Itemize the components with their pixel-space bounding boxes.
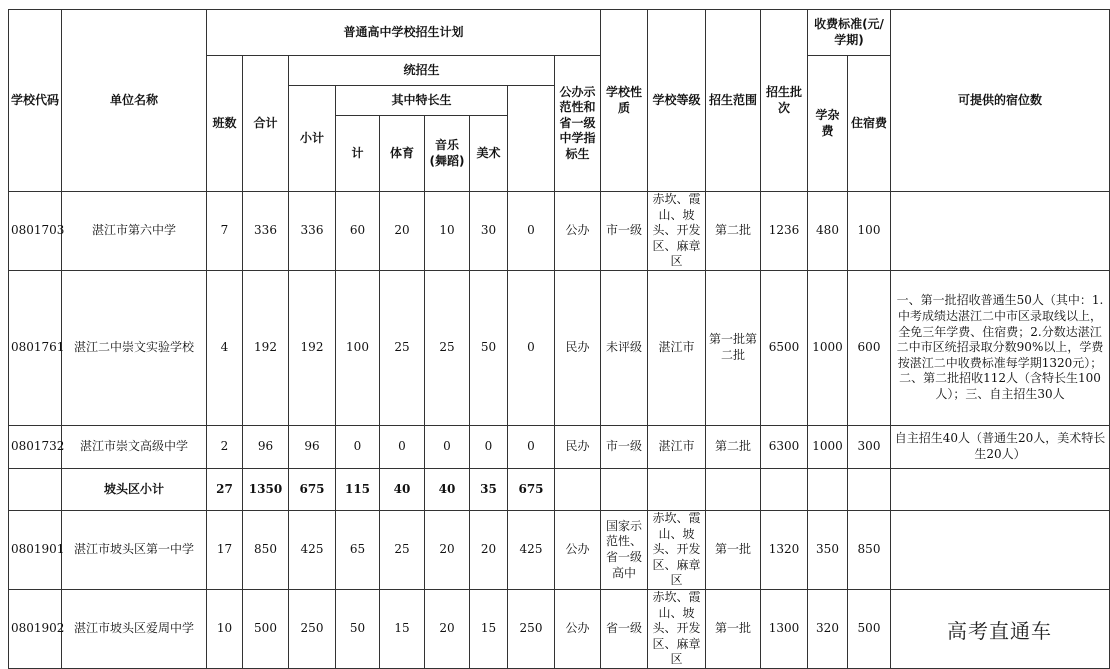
cell-level: 省一级	[601, 589, 648, 668]
cell-classes: 4	[207, 270, 243, 425]
cell-sports: 15	[380, 589, 425, 668]
cell-music: 25	[425, 270, 470, 425]
subtotal-label: 坡头区小计	[62, 468, 207, 510]
cell-subtotal: 96	[289, 425, 336, 468]
cell-classes: 2	[207, 425, 243, 468]
cell-total: 192	[243, 270, 289, 425]
cell-dorm	[808, 468, 848, 510]
cell-name: 湛江市坡头区第一中学	[62, 510, 207, 589]
table-row	[9, 270, 1110, 425]
cell-nature: 公办	[555, 192, 601, 271]
cell-scope: 赤坎、霞山、坡头、开发区、麻章区	[648, 510, 706, 589]
table-row	[9, 192, 1110, 271]
table-row	[9, 425, 1110, 468]
cell-music: 20	[425, 510, 470, 589]
cell-art: 15	[470, 589, 508, 668]
cell-batch	[706, 468, 761, 510]
header-enroll-scope: 招生范围	[706, 10, 761, 192]
cell-classes: 7	[207, 192, 243, 271]
header-specialty-group: 其中特长生	[336, 86, 508, 116]
cell-name: 湛江二中崇文实验学校	[62, 270, 207, 425]
cell-quota: 0	[508, 192, 555, 271]
cell-level: 未评级	[601, 270, 648, 425]
cell-beds: 850	[848, 510, 891, 589]
cell-art: 0	[470, 425, 508, 468]
cell-subtotal: 425	[289, 510, 336, 589]
cell-level: 市一级	[601, 192, 648, 271]
cell-name: 湛江市第六中学	[62, 192, 207, 271]
cell-batch: 第二批	[706, 425, 761, 468]
cell-scope: 赤坎、霞山、坡头、开发区、麻章区	[648, 589, 706, 668]
header-music: 音乐(舞蹈)	[425, 116, 470, 192]
header-art: 美术	[470, 116, 508, 192]
cell-code: 0801703	[9, 192, 62, 271]
header-sports: 体育	[380, 116, 425, 192]
cell-batch: 第一批	[706, 510, 761, 589]
header-classes: 班数	[207, 56, 243, 192]
cell-nature: 民办	[555, 270, 601, 425]
table-row	[9, 510, 1110, 589]
cell-total: 336	[243, 192, 289, 271]
cell-code	[9, 468, 62, 510]
cell-scope: 赤坎、霞山、坡头、开发区、麻章区	[648, 192, 706, 271]
cell-total: 1350	[243, 468, 289, 510]
cell-level: 国家示范性、省一级高中	[601, 510, 648, 589]
cell-code: 0801732	[9, 425, 62, 468]
header-tuition: 学杂费	[808, 56, 848, 192]
cell-scope: 湛江市	[648, 425, 706, 468]
cell-beds: 100	[848, 192, 891, 271]
cell-art: 20	[470, 510, 508, 589]
header-school-nature: 学校性质	[601, 10, 648, 192]
header-school-level: 学校等级	[648, 10, 706, 192]
cell-dorm: 320	[808, 589, 848, 668]
subtotal-row	[9, 468, 1110, 510]
cell-sports: 40	[380, 468, 425, 510]
cell-beds: 500	[848, 589, 891, 668]
cell-quota: 425	[508, 510, 555, 589]
cell-specialty: 65	[336, 510, 380, 589]
cell-dorm: 350	[808, 510, 848, 589]
cell-code: 0801901	[9, 510, 62, 589]
cell-code: 0801761	[9, 270, 62, 425]
cell-specialty: 0	[336, 425, 380, 468]
cell-batch: 第一批	[706, 589, 761, 668]
cell-art: 35	[470, 468, 508, 510]
header-total: 合计	[243, 56, 289, 192]
cell-batch: 第一批第二批	[706, 270, 761, 425]
header-beds: 可提供的宿位数	[891, 10, 1110, 192]
cell-total: 500	[243, 589, 289, 668]
cell-quota: 0	[508, 270, 555, 425]
cell-tuition: 1320	[761, 510, 808, 589]
cell-nature: 公办	[555, 510, 601, 589]
cell-sports: 20	[380, 192, 425, 271]
header-unit-name: 单位名称	[62, 10, 207, 192]
cell-sports: 0	[380, 425, 425, 468]
cell-art: 30	[470, 192, 508, 271]
header-enroll-batch: 招生批次	[761, 10, 808, 192]
cell-name: 湛江市坡头区爱周中学	[62, 589, 207, 668]
cell-classes: 17	[207, 510, 243, 589]
cell-beds: 600	[848, 270, 891, 425]
cell-subtotal: 192	[289, 270, 336, 425]
cell-beds	[848, 468, 891, 510]
cell-scope	[648, 468, 706, 510]
cell-batch: 第二批	[706, 192, 761, 271]
cell-nature	[555, 468, 601, 510]
cell-specialty: 50	[336, 589, 380, 668]
cell-total: 96	[243, 425, 289, 468]
cell-music: 20	[425, 589, 470, 668]
cell-subtotal: 250	[289, 589, 336, 668]
header-plan-group: 普通高中学校招生计划	[207, 10, 601, 56]
cell-name: 湛江市崇文高级中学	[62, 425, 207, 468]
cell-dorm: 1000	[808, 425, 848, 468]
header-unified: 统招生	[289, 56, 555, 86]
cell-classes: 27	[207, 468, 243, 510]
cell-specialty: 115	[336, 468, 380, 510]
cell-tuition: 6300	[761, 425, 808, 468]
cell-sports: 25	[380, 510, 425, 589]
cell-music: 0	[425, 425, 470, 468]
cell-note	[891, 468, 1110, 510]
cell-quota: 675	[508, 468, 555, 510]
cell-specialty: 60	[336, 192, 380, 271]
cell-classes: 10	[207, 589, 243, 668]
cell-note: 自主招生40人（普通生20人，美术特长生20人）	[891, 425, 1110, 468]
cell-level	[601, 468, 648, 510]
cell-music: 10	[425, 192, 470, 271]
cell-tuition	[761, 468, 808, 510]
cell-scope: 湛江市	[648, 270, 706, 425]
cell-tuition: 1236	[761, 192, 808, 271]
cell-note	[891, 192, 1110, 271]
cell-note	[891, 510, 1110, 589]
cell-note: 一、第一批招收普通生50人（其中：1.中考成绩达湛江二中市区录取线以上，全免三年学费、住宿费；2.分数达湛江二中市区统招录取分数90%以上，学费按湛江二中收费标准每学期1320元）；二、第二批招收112人（含特长生100人）；三、自主招生30人	[891, 270, 1110, 425]
header-public-quota: 公办示范性和省一级中学指标生	[555, 56, 601, 192]
cell-specialty: 100	[336, 270, 380, 425]
enrollment-plan-table	[8, 9, 1110, 669]
cell-quota: 250	[508, 589, 555, 668]
cell-nature: 民办	[555, 425, 601, 468]
cell-tuition: 1300	[761, 589, 808, 668]
cell-nature: 公办	[555, 589, 601, 668]
header-dorm-fee: 住宿费	[848, 56, 891, 192]
watermark: 高考直通车	[945, 615, 1054, 644]
cell-total: 850	[243, 510, 289, 589]
cell-tuition: 6500	[761, 270, 808, 425]
cell-beds: 300	[848, 425, 891, 468]
cell-subtotal: 675	[289, 468, 336, 510]
cell-sports: 25	[380, 270, 425, 425]
header-school-code: 学校代码	[9, 10, 62, 192]
cell-dorm: 480	[808, 192, 848, 271]
cell-code: 0801902	[9, 589, 62, 668]
header-fee-group: 收费标准(元/学期)	[808, 10, 891, 56]
cell-subtotal: 336	[289, 192, 336, 271]
cell-dorm: 1000	[808, 270, 848, 425]
header-specialty-count: 计	[336, 116, 380, 192]
cell-music: 40	[425, 468, 470, 510]
cell-quota: 0	[508, 425, 555, 468]
header-subtotal: 小计	[289, 86, 336, 192]
cell-art: 50	[470, 270, 508, 425]
cell-level: 市一级	[601, 425, 648, 468]
